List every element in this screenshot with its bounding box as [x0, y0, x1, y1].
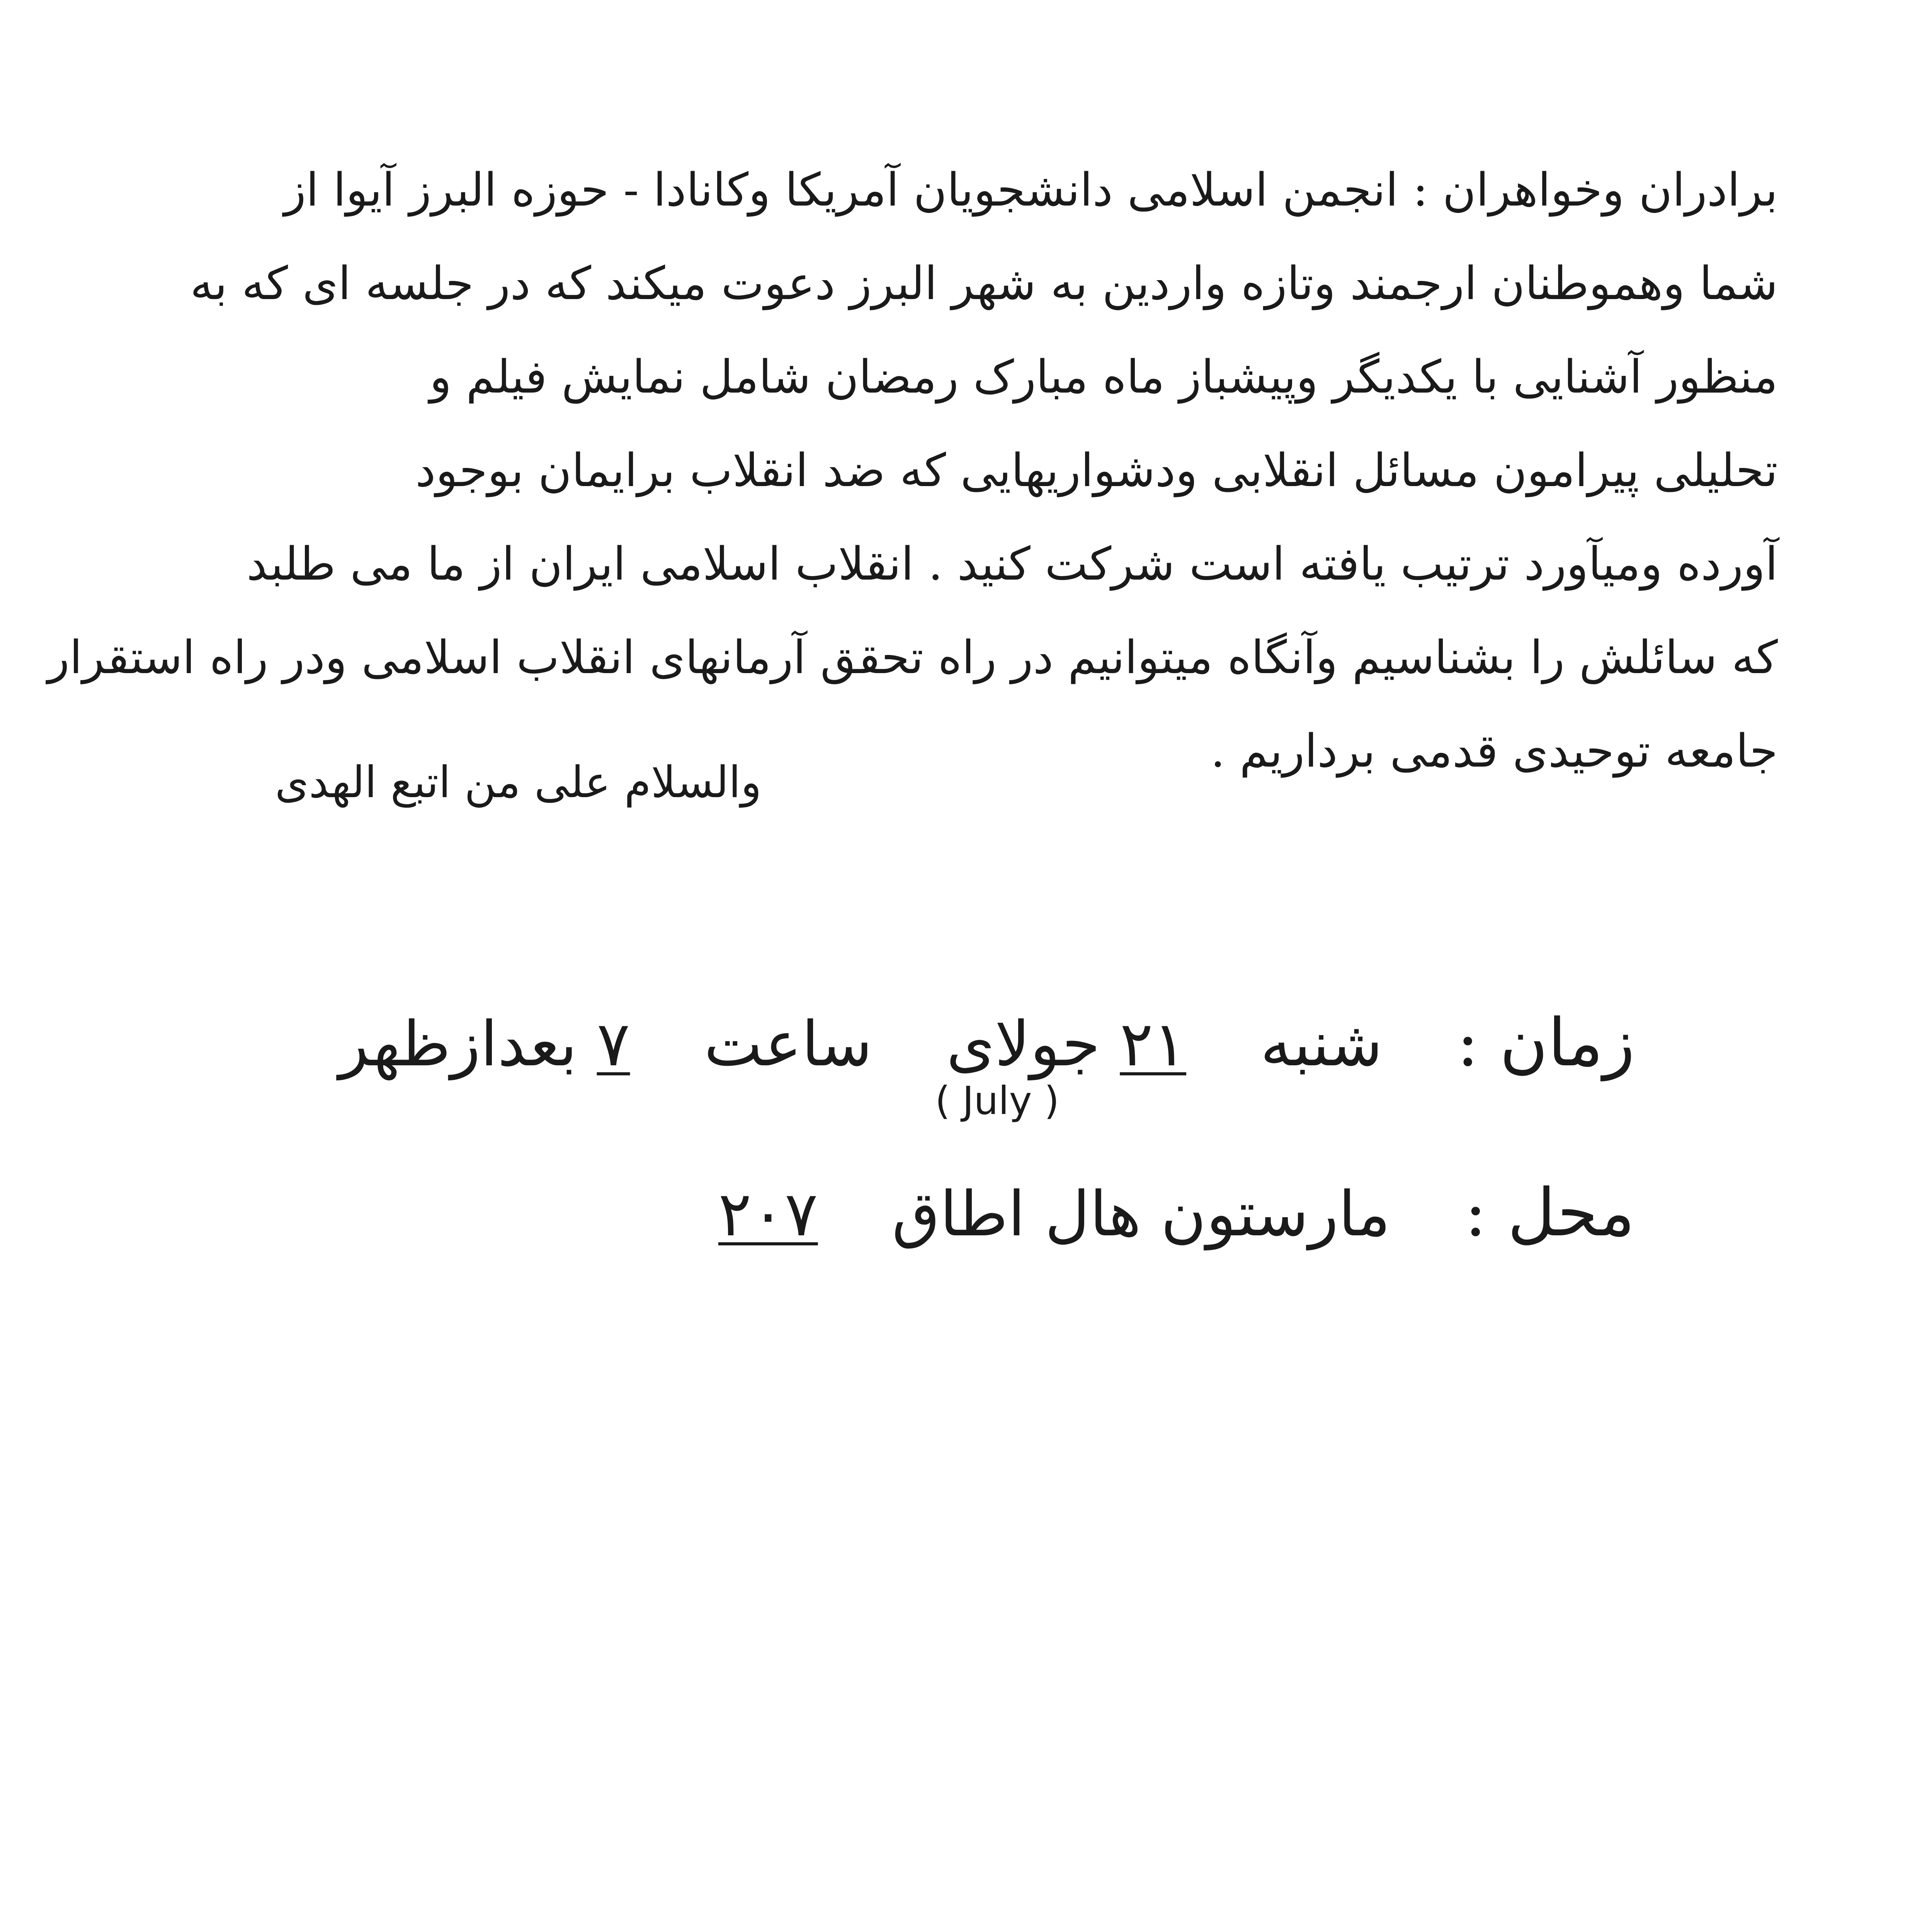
letter-line-3: منظور آشنایی با یکدیگر وپیشباز ماه مبارک رمضان شامل نمایش فیلم و: [429, 350, 1778, 403]
place-name: مارستون هال اطاق: [892, 1178, 1391, 1250]
date-note: ( July ): [935, 1078, 1060, 1123]
event-place-line: [718, 1175, 1635, 1251]
letter-line-6: که سائلش را بشناسیم وآنگاه میتوانیم در راه تحقق آرمانهای انقلاب اسلامی ودر راه استقرار: [48, 631, 1778, 684]
letter-line-4: تحلیلی پیرامون مسائل انقلابی ودشواریهایی که ضد انقلاب برایمان بوجود: [415, 444, 1778, 497]
place-label: محل :: [1464, 1175, 1635, 1251]
event-month: جولای: [946, 1008, 1100, 1080]
event-day: شنبه: [1260, 1008, 1383, 1080]
hour-label: ساعت: [704, 1008, 872, 1080]
event-period: بعدازظهر: [338, 1008, 577, 1080]
letter-line-5: آورده ومیآورد ترتیب یافته است شرکت کنید . انقلاب اسلامی ایران از ما می طلبد: [247, 537, 1778, 590]
event-date-day: ۲۱: [1120, 1008, 1187, 1080]
time-label: زمان :: [1456, 1005, 1635, 1081]
room-number: ۲۰۷: [718, 1178, 818, 1250]
letter-line-7: جامعه توحیدی قدمی برداریم .: [1210, 724, 1778, 777]
letter-body: [48, 143, 1778, 798]
letter-line-2: شما وهموطنان ارجمند وتازه واردین به شهر البرز دعوت میکند که در جلسه ای که به: [190, 257, 1778, 310]
letter-line-1: برادران وخواهران : انجمن اسلامی دانشجویان آمریکا وکانادا - حوزه البرز آیوا از: [284, 163, 1778, 216]
event-time-line: [339, 1005, 1635, 1081]
event-hour: ۷: [597, 1008, 630, 1080]
closing-salutation: والسلام علی من اتبع الهدی: [275, 757, 762, 808]
